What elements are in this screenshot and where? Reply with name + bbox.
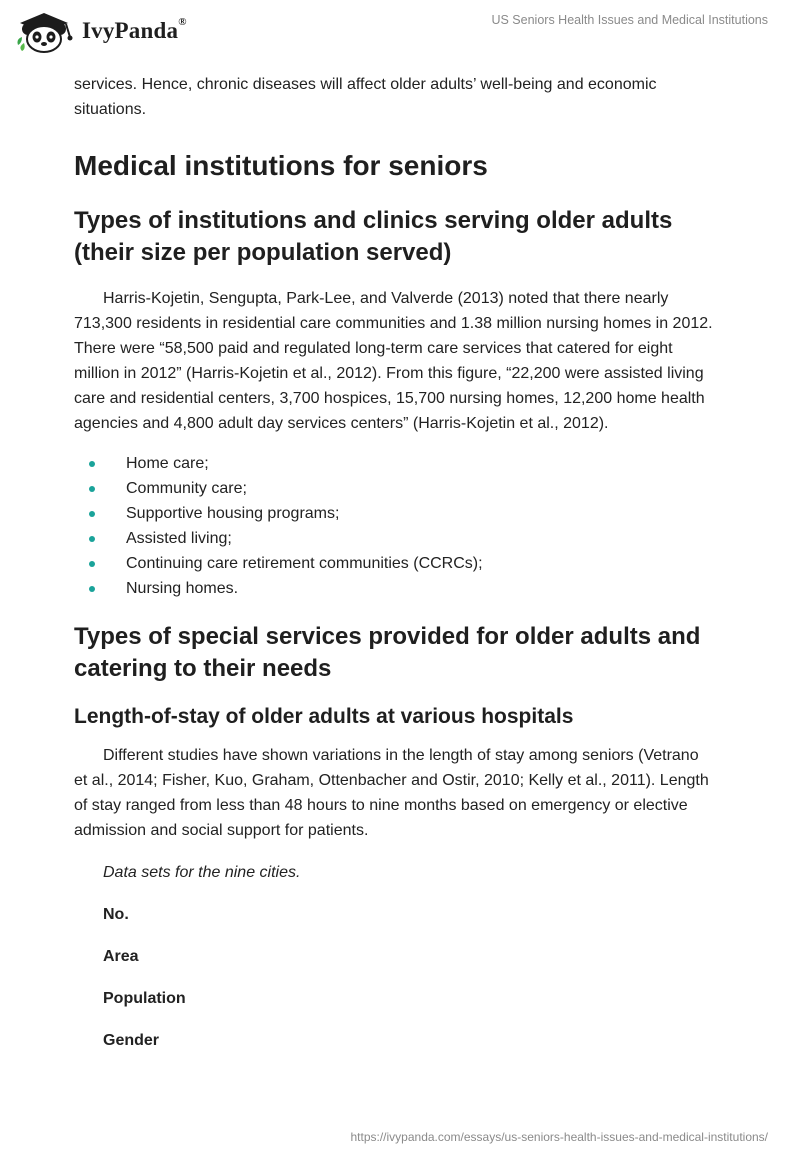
- list-item: [74, 451, 714, 476]
- list-item-text: Home care;: [126, 455, 209, 472]
- paragraph-length-of-stay: Different studies have shown variations in the length of stay among seniors (Vetrano et al., 2014; Fisher, Kuo, Graham, Ottenbacher and Ostir, 2010; Kelly et al., 2011). Length of stay ranged from less than 48 hours to nine months based on emergency or elective admission and social support for patients.: [74, 747, 709, 839]
- bullet-icon: [89, 561, 95, 567]
- list-item: [74, 501, 714, 526]
- table-header-area: Area: [103, 948, 139, 965]
- source-url[interactable]: https://ivypanda.com/essays/us-seniors-health-issues-and-medical-institutions/: [350, 1130, 768, 1144]
- panda-logo-icon: [14, 9, 76, 53]
- bullet-icon: [89, 536, 95, 542]
- page-title: US Seniors Health Issues and Medical Institutions: [491, 13, 768, 27]
- table-header-population: Population: [103, 990, 186, 1007]
- list-item-text: Community care;: [126, 480, 247, 497]
- list-item: [74, 576, 714, 601]
- list-item-text: Assisted living;: [126, 530, 232, 547]
- article-body: [74, 72, 714, 1053]
- list-item: [74, 476, 714, 501]
- institutions-list: [74, 451, 714, 601]
- bullet-icon: [89, 586, 95, 592]
- logo-wordmark: [82, 18, 187, 44]
- bullet-icon: [89, 511, 95, 517]
- intro-paragraph: services. Hence, chronic diseases will affect older adults’ well-being and economic situations.: [74, 76, 657, 118]
- list-item: [74, 526, 714, 551]
- list-item: [74, 551, 714, 576]
- heading-length-of-stay: Length-of-stay of older adults at various hospitals: [74, 705, 574, 728]
- list-item-text: Nursing homes.: [126, 580, 239, 597]
- table-header-no: No.: [103, 906, 129, 923]
- heading-medical-institutions: Medical institutions for seniors: [74, 150, 488, 181]
- registered-mark: ®: [178, 16, 187, 28]
- bullet-icon: [89, 486, 95, 492]
- list-item-text: Continuing care retirement communities (CCRCs);: [126, 555, 483, 572]
- table-caption: Data sets for the nine cities.: [103, 864, 301, 881]
- list-item-text: Supportive housing programs;: [126, 505, 340, 522]
- heading-special-services: Types of special services provided for older adults and catering to their needs: [74, 623, 701, 682]
- site-header: [0, 0, 800, 64]
- ivypanda-logo[interactable]: [14, 9, 187, 53]
- paragraph-types-of-institutions: Harris-Kojetin, Sengupta, Park-Lee, and Valverde (2013) noted that there nearly 713,300 residents in residential care communities and 1.38 million nursing homes in 2012. There were “58,500 paid and regulated long-term care services that catered for eight million in 2012” (Harris-Kojetin et al., 2012). From this figure, “22,200 were assisted living care and residential centers, 3,700 hospices, 15,700 nursing homes, 12,200 home health agencies and 4,800 adult day services centers” (Harris-Kojetin et al., 2012).: [74, 290, 713, 432]
- bullet-icon: [89, 461, 95, 467]
- table-header-gender: Gender: [103, 1032, 160, 1049]
- logo-text: IvyPanda: [82, 18, 179, 43]
- heading-types-of-institutions: Types of institutions and clinics serving older adults (their size per population served): [74, 207, 673, 266]
